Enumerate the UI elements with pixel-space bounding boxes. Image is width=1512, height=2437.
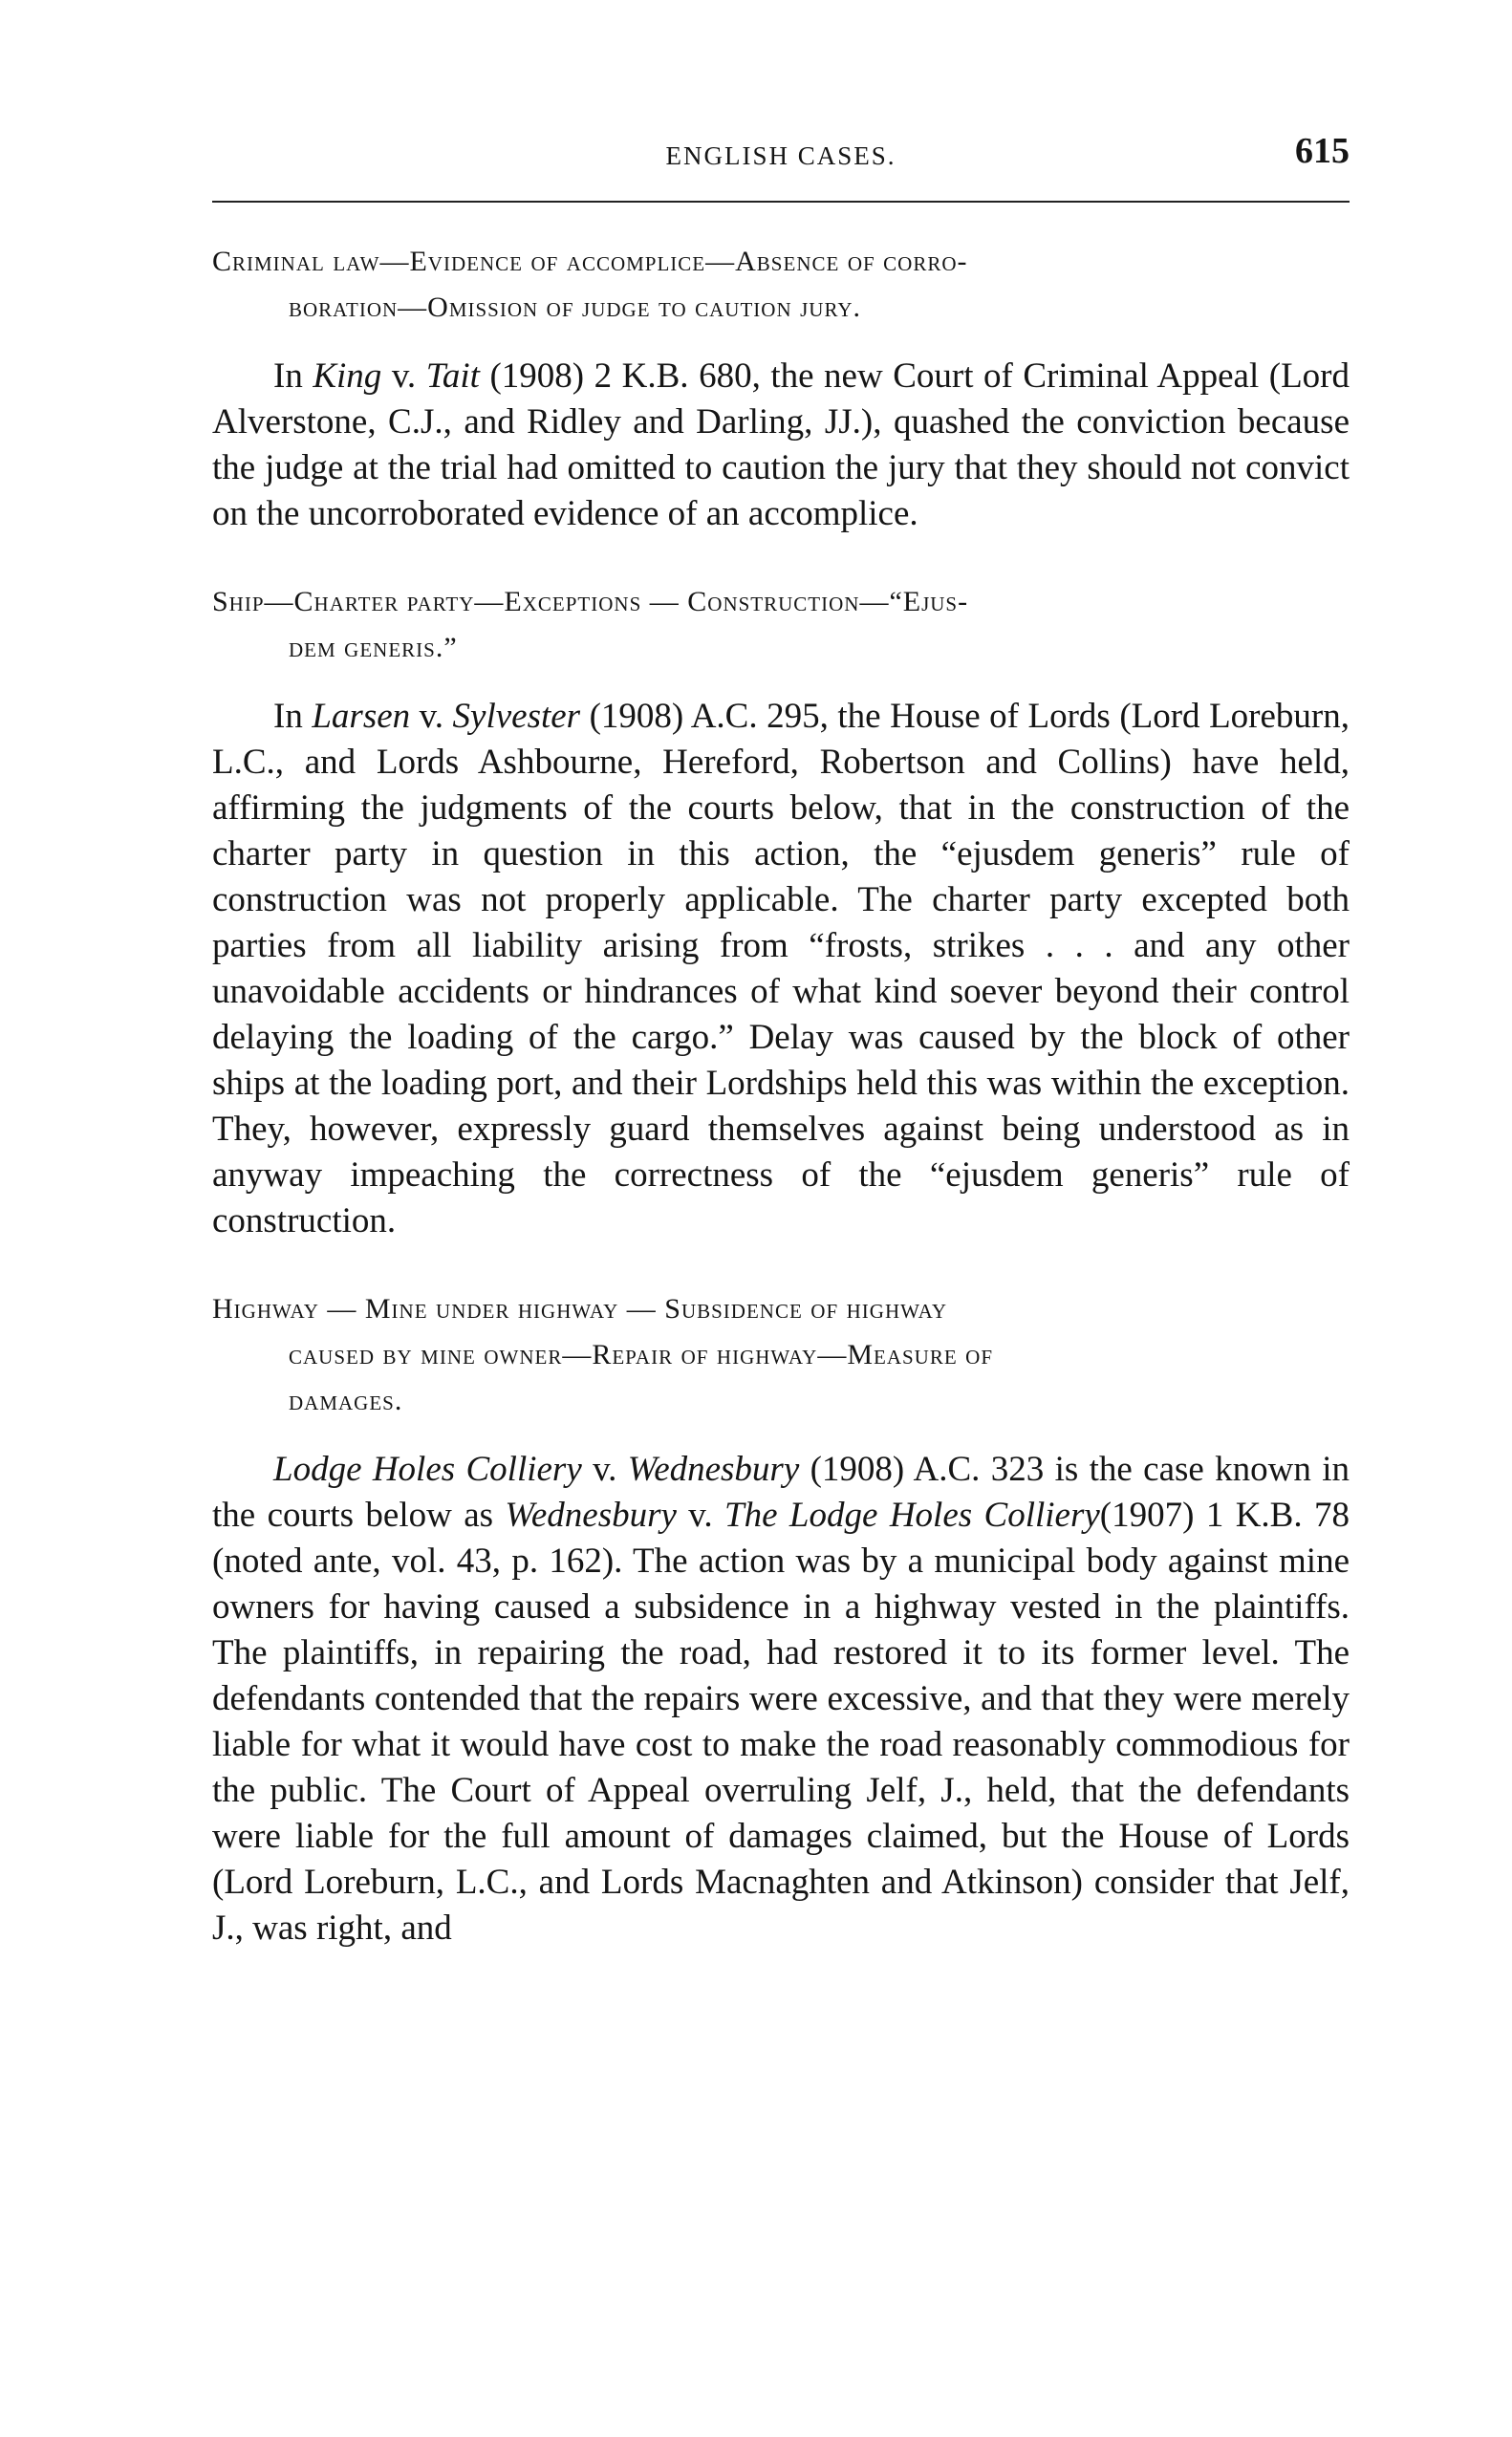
book-page [212,124,1350,1994]
caption-line: caused by mine owner—Repair of highway—Measure of [289,1339,994,1370]
case-note-highway [212,1286,1350,1952]
case-name: Larsen [312,697,411,736]
page-number: 615 [1295,131,1350,171]
case-paragraph [212,354,1350,537]
caption-line: damages. [289,1385,403,1416]
case-name: King [313,356,382,396]
case-name: Tait [425,356,480,396]
text-run: v. [581,1450,628,1489]
text-run: v. [676,1496,725,1535]
text-run: (1908) A.C. 295, the House of Lords (Lord Loreburn, L.C., and Lords Ashbourne, Hereford, Robertson and Collins) have held, affirming the judgments of the courts below, that in the construction of the charter party in question in this action, the “ejusdem generis” rule of construction was not properly applicable. The charter party excepted both parties from all liability arising from “frosts, strikes . . . and any other unavoidable accidents or hindrances of what kind soever beyond their control delaying the loading of the cargo.” Delay was caused by the block of other ships at the loading port, and their Lordships held this was within the exception. They, however, expressly guard themselves against being understood as in anyway impeaching the correctness of the “ejusdem generis” rule of construction. [212,697,1350,1240]
caption-line: dem generis.” [289,632,458,663]
case-caption [212,579,1350,671]
case-caption [212,239,1350,331]
caption-line: Ship—Charter party—Exceptions — Construction—“Ejus- [212,586,969,617]
case-paragraph [212,1447,1350,1952]
case-note-criminal-law [212,239,1350,537]
header-rule [212,201,1350,203]
running-head [212,124,1350,191]
text-run: (1908) A.C. 323 is the case known in the courts below as [212,1450,1350,1535]
text-run: In [273,697,313,736]
text-run: (1907) 1 K.B. 78 (noted ante, vol. 43, p. 162). The action was by a municipal body against mine owners for having caused a subsidence in a highway vested in the plaintiffs. The plaintiffs, in repairing the road, had restored it to its former level. The defendants contended that the repairs were excessive, and that they were merely liable for what it would have cost to make the road reasonably commodious for the public. The Court of Appeal overruling Jelf, J., held, that the defendants were liable for the full amount of damages claimed, but the House of Lords (Lord Loreburn, L.C., and Lords Macnaghten and Atkinson) consider that Jelf, J., was right, and [212,1496,1350,1948]
text-run: (1908) 2 K.B. 680, the new Court of Criminal Appeal (Lord Alverstone, C.J., and Ridley and Darling, JJ.), quashed the conviction because the judge at the trial had omitted to caution the jury that they should not convict on the uncorroborated evidence of an accomplice. [212,356,1350,533]
caption-line: boration—Omission of judge to caution jury. [289,291,861,323]
case-paragraph [212,694,1350,1244]
case-name: Sylvester [452,697,581,736]
case-caption [212,1286,1350,1424]
text-run: v. [381,356,426,396]
text-run: In [273,356,313,396]
case-name: The Lodge Holes Colliery [724,1496,1100,1535]
case-name: Wednesbury [505,1496,677,1535]
case-note-ship-charter [212,579,1350,1244]
caption-line: Highway — Mine under highway — Subsidence of highway [212,1293,948,1325]
running-title: ENGLISH CASES. [665,141,896,170]
case-name: Lodge Holes Colliery [273,1450,582,1489]
case-name: Wednesbury [627,1450,800,1489]
text-run: v. [410,697,453,736]
caption-line: Criminal law—Evidence of accomplice—Absence of corro- [212,246,968,277]
